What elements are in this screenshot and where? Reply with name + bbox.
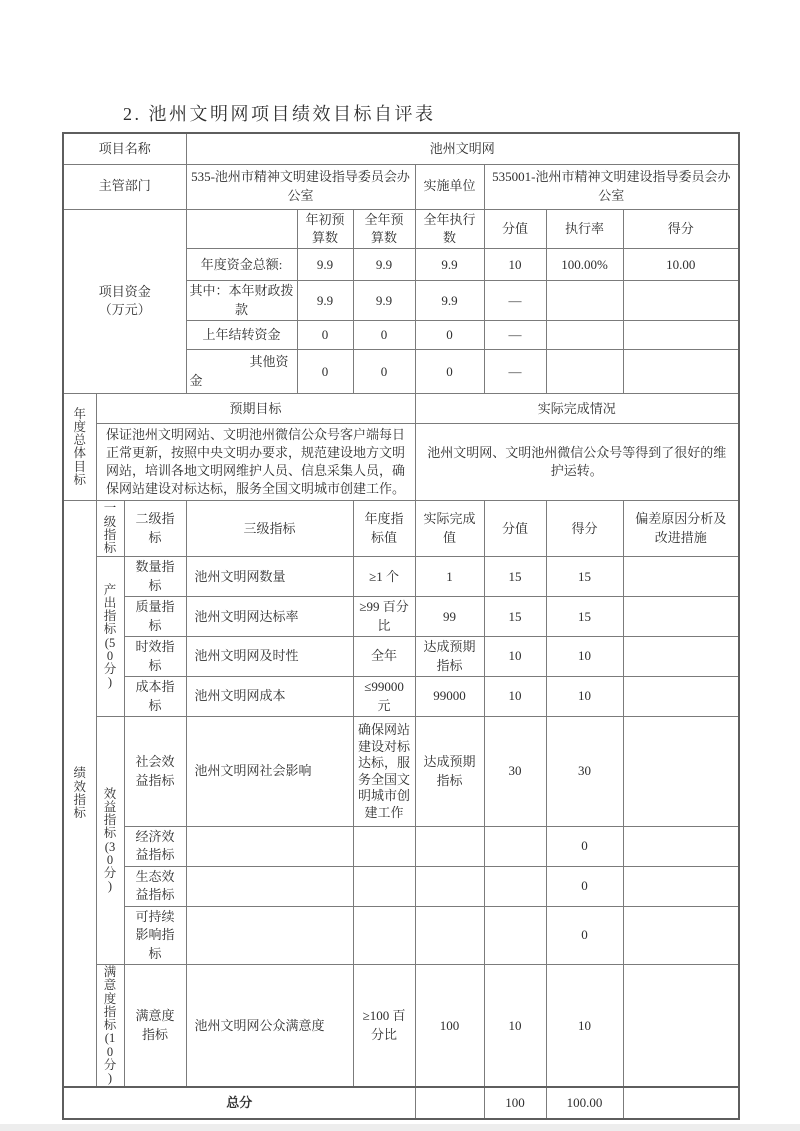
project-name-label: 项目名称 [63,133,186,164]
table-row [63,717,739,827]
indicator-l3: 池州文明网成本 [186,677,353,717]
funding-score-value [623,281,739,321]
table-row [63,557,739,597]
annual-goal-section-label: 年 度 总 体 目 标 [63,394,96,501]
indicator-weight: 10 [484,677,546,717]
table-row [63,866,739,906]
total-label: 总分 [63,1087,415,1119]
impl-label: 实施单位 [415,164,484,209]
indicator-target: ≤99000 元 [353,677,415,717]
project-name-value: 池州文明网 [186,133,739,164]
indicator-actual: 达成预期指标 [415,717,484,827]
indicator-header-level3: 三级指标 [186,501,353,557]
indicator-l2: 数量指标 [124,557,186,597]
indicator-l2: 质量指标 [124,597,186,637]
indicator-actual: 100 [415,965,484,1088]
indicator-actual [415,906,484,964]
indicator-l2: 满意度指标 [124,965,186,1088]
funding-corner-cell [186,209,297,249]
indicator-actual [415,866,484,906]
funding-annual-value: 9.9 [353,249,415,281]
indicator-target: 全年 [353,637,415,677]
funding-initial-value: 9.9 [297,281,353,321]
funding-rate-value: 100.00% [546,249,623,281]
indicator-deviation [623,906,739,964]
funding-initial-value: 0 [297,350,353,394]
indicator-deviation [623,677,739,717]
total-score: 100.00 [546,1087,623,1119]
actual-result-header: 实际完成情况 [415,394,739,424]
indicator-actual: 1 [415,557,484,597]
table-row [63,597,739,637]
indicator-l3: 池州文明网数量 [186,557,353,597]
indicator-l2: 可持续影响指标 [124,906,186,964]
funding-weight-value: — [484,321,546,350]
indicator-target: ≥99 百分比 [353,597,415,637]
table-row [63,677,739,717]
table-row [63,164,739,209]
indicator-score: 10 [546,965,623,1088]
funding-section-label: 项目资金（万元） [63,209,186,394]
funding-weight-value: — [484,281,546,321]
funding-annual-value: 0 [353,350,415,394]
indicator-l2: 生态效益指标 [124,866,186,906]
indicator-target [353,866,415,906]
indicator-header-level1: 一 级 指 标 [96,501,124,557]
table-row [63,394,739,424]
indicator-deviation [623,965,739,1088]
page-bottom-edge [0,1124,800,1131]
funding-col-header-rate: 执行率 [546,209,623,249]
funding-weight-value: — [484,350,546,394]
indicator-score: 15 [546,557,623,597]
indicator-header-deviation: 偏差原因分析及改进措施 [623,501,739,557]
funding-col-header-initial-budget: 年初预算数 [297,209,353,249]
table-row [63,133,739,164]
evaluation-table [62,132,740,1120]
table-row-total [63,1087,739,1119]
indicator-weight: 30 [484,717,546,827]
indicator-deviation [623,827,739,867]
group-label-satisfaction: 满 意 度 指 标 (1 0 分 ) [96,965,124,1088]
funding-score-value: 10.00 [623,249,739,281]
dept-value: 535-池州市精神文明建设指导委员会办公室 [186,164,415,209]
funding-col-header-weight: 分值 [484,209,546,249]
indicator-l3: 池州文明网公众满意度 [186,965,353,1088]
indicator-l3: 池州文明网达标率 [186,597,353,637]
indicator-score: 30 [546,717,623,827]
indicator-target [353,906,415,964]
funding-row-label-carryover: 上年结转资金 [186,321,297,350]
table-row [63,965,739,1088]
funding-score-value [623,321,739,350]
indicator-target: ≥1 个 [353,557,415,597]
indicator-l3 [186,906,353,964]
funding-annual-value: 9.9 [353,281,415,321]
funding-executed-value: 9.9 [415,249,484,281]
indicator-weight: 10 [484,965,546,1088]
funding-score-value [623,350,739,394]
indicator-l2: 经济效益指标 [124,827,186,867]
indicator-actual: 达成预期指标 [415,637,484,677]
table-row [63,637,739,677]
funding-rate-value [546,281,623,321]
expected-goal-text: 保证池州文明网站、文明池州微信公众号客户端每日正常更新，按照中央文明办要求，规范建设地方文明网站，培训各地文明网维护人员、信息采集人员，确保网站建设对标达标，服务全国文明城市创建工作。 [96,424,415,501]
indicator-deviation [623,866,739,906]
indicator-actual: 99000 [415,677,484,717]
group-label-benefit: 效 益 指 标 (3 0 分 ) [96,717,124,965]
indicator-l3 [186,866,353,906]
indicator-header-level2: 二级指标 [124,501,186,557]
indicator-deviation [623,557,739,597]
performance-section-label: 绩 效 指 标 [63,501,96,1088]
indicator-score: 10 [546,677,623,717]
indicator-target [353,827,415,867]
indicator-header-target: 年度指标值 [353,501,415,557]
funding-rate-value [546,350,623,394]
funding-col-header-annual-budget: 全年预算数 [353,209,415,249]
indicator-l3: 池州文明网及时性 [186,637,353,677]
indicator-l2: 成本指标 [124,677,186,717]
indicator-l2: 社会效益指标 [124,717,186,827]
indicator-weight: 15 [484,557,546,597]
funding-row-label-total: 年度资金总额: [186,249,297,281]
indicator-weight: 15 [484,597,546,637]
funding-executed-value: 0 [415,321,484,350]
indicator-header-actual: 实际完成值 [415,501,484,557]
indicator-deviation [623,717,739,827]
total-weight: 100 [484,1087,546,1119]
funding-rate-value [546,321,623,350]
funding-col-header-executed: 全年执行数 [415,209,484,249]
table-row [63,906,739,964]
indicator-score: 0 [546,906,623,964]
indicator-target: ≥100 百分比 [353,965,415,1088]
table-row [63,424,739,501]
funding-row-label-fiscal: 其中：本年财政拨款 [186,281,297,321]
funding-col-header-score: 得分 [623,209,739,249]
indicator-header-weight: 分值 [484,501,546,557]
indicator-l3: 池州文明网社会影响 [186,717,353,827]
indicator-deviation [623,637,739,677]
indicator-score: 10 [546,637,623,677]
indicator-weight: 10 [484,637,546,677]
indicator-deviation [623,597,739,637]
funding-annual-value: 0 [353,321,415,350]
indicator-score: 0 [546,827,623,867]
actual-result-text: 池州文明网、文明池州微信公众号等得到了很好的维护运转。 [415,424,739,501]
funding-executed-value: 9.9 [415,281,484,321]
impl-value: 535001-池州市精神文明建设指导委员会办公室 [484,164,739,209]
total-deviation [623,1087,739,1119]
indicator-l3 [186,827,353,867]
funding-row-label-other: 其他资金 [186,350,297,394]
indicator-target: 确保网站建设对标达标，服务全国文明城市创建工作 [353,717,415,827]
indicator-l2: 时效指标 [124,637,186,677]
funding-initial-value: 0 [297,321,353,350]
page-title: 2. 池州文明网项目绩效目标自评表 [123,104,436,124]
indicator-weight [484,827,546,867]
indicator-weight [484,906,546,964]
indicator-actual: 99 [415,597,484,637]
table-row [63,501,739,557]
indicator-score: 0 [546,866,623,906]
indicator-actual [415,827,484,867]
dept-label: 主管部门 [63,164,186,209]
funding-weight-value: 10 [484,249,546,281]
funding-initial-value: 9.9 [297,249,353,281]
group-label-output: 产 出 指 标 (5 0 分 ) [96,557,124,717]
table-row [63,827,739,867]
funding-executed-value: 0 [415,350,484,394]
total-actual [415,1087,484,1119]
indicator-weight [484,866,546,906]
indicator-score: 15 [546,597,623,637]
table-row [63,209,739,249]
expected-goal-header: 预期目标 [96,394,415,424]
indicator-header-score: 得分 [546,501,623,557]
